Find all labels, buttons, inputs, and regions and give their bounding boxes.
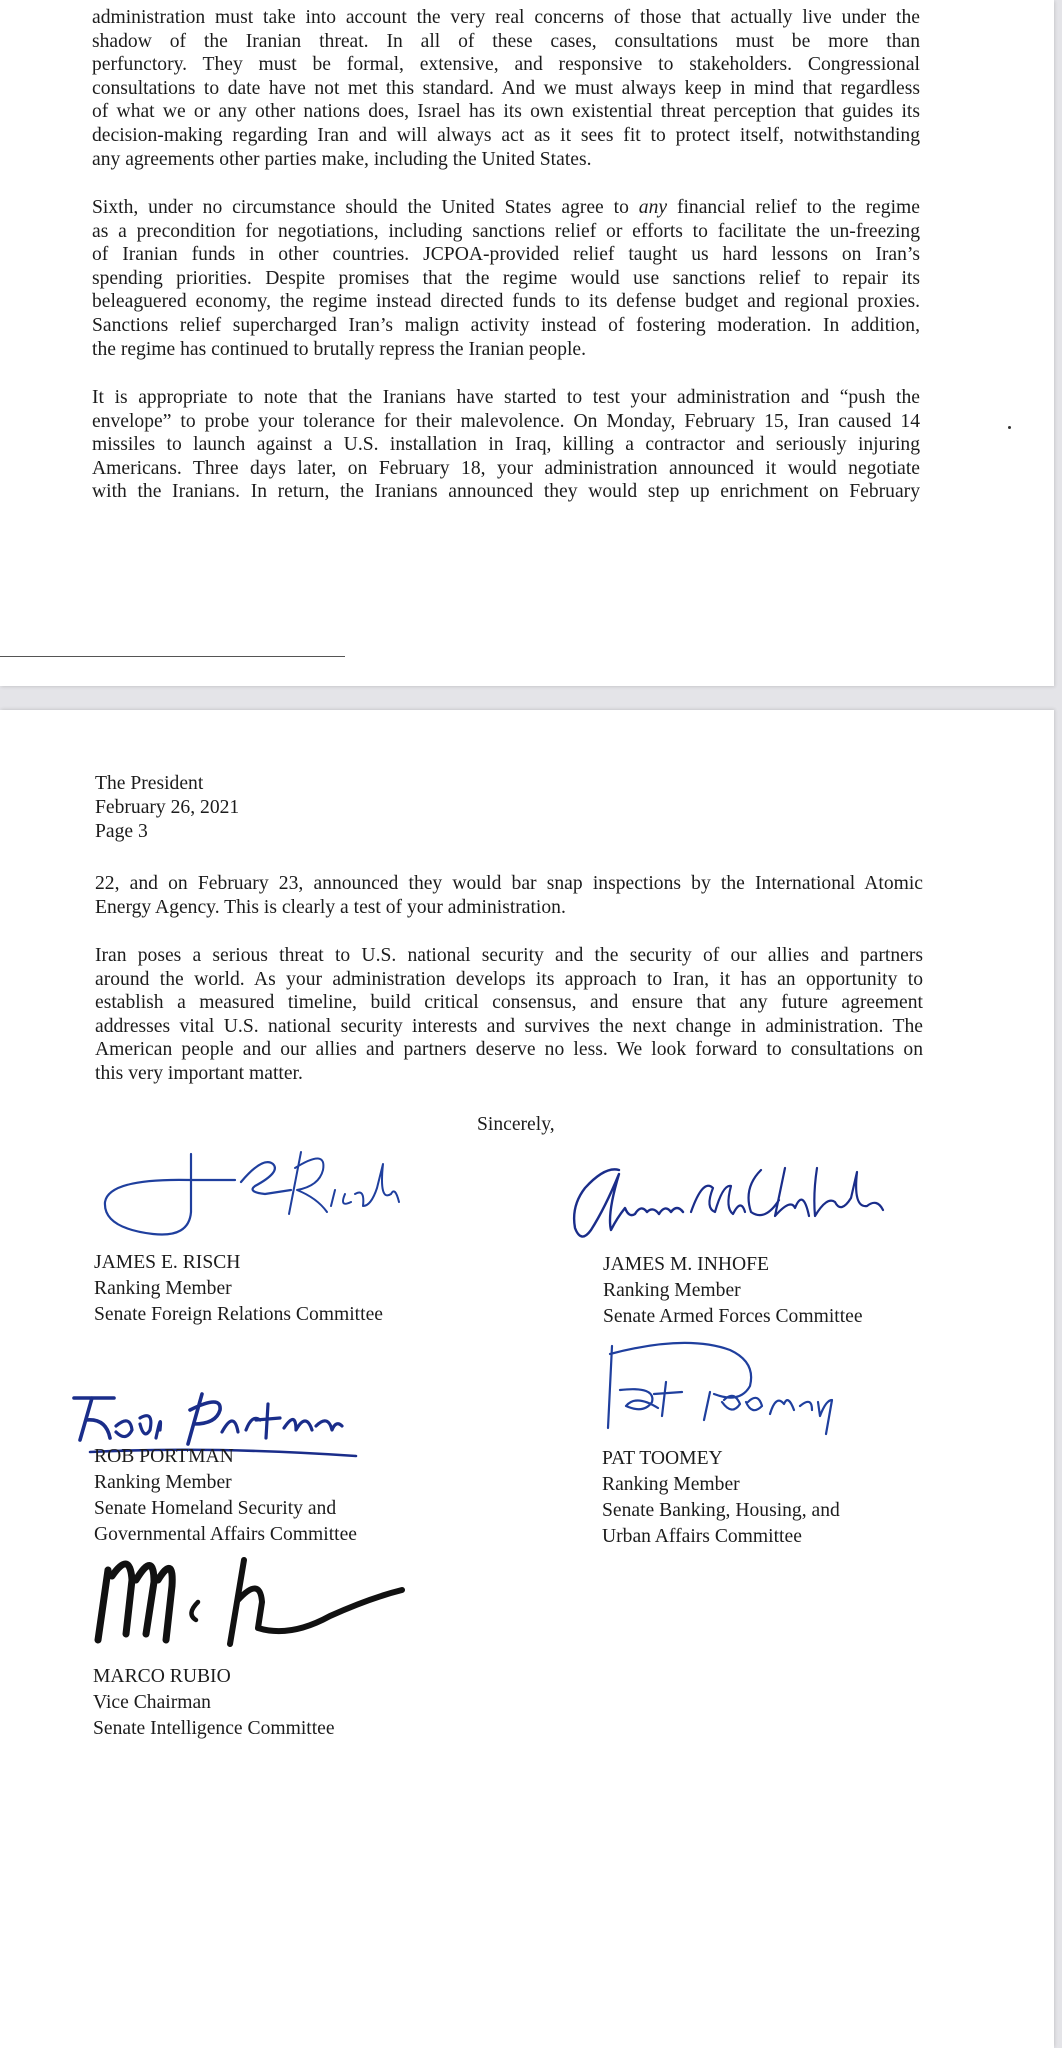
- header-page-number: Page 3: [95, 821, 148, 842]
- text-line: as a precondition for negotiations, including sanctions relief or efforts to facilitate the un-freezing: [92, 220, 920, 242]
- signatory-portman: [94, 1444, 357, 1548]
- signatory-committee: Senate Banking, Housing, and: [602, 1500, 840, 1521]
- text-line: Sanctions relief supercharged Iran’s malign activity instead of fostering moderation. In addition,: [92, 314, 920, 336]
- signatory-toomey: [602, 1446, 840, 1550]
- paragraph-consultations: [92, 6, 920, 171]
- scan-dot: [1008, 426, 1011, 429]
- paragraph-continued: [95, 872, 923, 919]
- signatory-name: JAMES E. RISCH: [94, 1252, 241, 1273]
- header-recipient: The President: [95, 773, 204, 794]
- signatory-name: MARCO RUBIO: [93, 1666, 231, 1687]
- text-line: [92, 196, 920, 220]
- text-line: administration must take into account the very real concerns of those that actually live under the: [92, 7, 920, 28]
- text-line: decision-making regarding Iran and will always act as it sees fit to protect itself, notwithstanding: [92, 124, 920, 146]
- signatory-rubio: [93, 1664, 335, 1742]
- signatory-risch: [94, 1250, 383, 1328]
- signatory-name: PAT TOOMEY: [602, 1448, 723, 1469]
- text-line: It is appropriate to note that the Iranians have started to test your administration and “push the: [92, 387, 920, 408]
- text-run: Sixth, under no circumstance should the United States agree to: [92, 197, 639, 218]
- signature-risch: [95, 1150, 415, 1250]
- text-line: addresses vital U.S. national security interests and survives the next change in administration. The: [95, 1015, 923, 1037]
- signatory-committee: Senate Armed Forces Committee: [603, 1306, 863, 1327]
- text-line: beleaguered economy, the regime instead directed funds to its defense budget and regional proxies.: [92, 291, 920, 313]
- text-line: of Iranian funds in other countries. JCPOA-provided relief taught us hard lessons on Iran’s: [92, 244, 920, 266]
- text-run: financial relief to the regime: [667, 197, 920, 218]
- text-line: consultations to date have not met this standard. And we must always keep in mind that regardless: [92, 77, 920, 99]
- text-line: the regime has continued to brutally repress the Iranian people.: [92, 338, 587, 360]
- header-date: February 26, 2021: [95, 797, 240, 818]
- text-line: any agreements other parties make, including the United States.: [92, 148, 592, 170]
- text-line: of what we or any other nations does, Israel has its own existential threat perception that guides its: [92, 101, 920, 123]
- text-line: establish a measured timeline, build critical consensus, and ensure that any future agreement: [95, 992, 923, 1014]
- signature-inhofe: [565, 1158, 905, 1258]
- paragraph-sixth-point: [92, 196, 920, 361]
- text-line: American people and our allies and partners deserve no less. We look forward to consultations on: [95, 1039, 923, 1061]
- text-line: perfunctory. They must be formal, extensive, and responsive to stakeholders. Congressional: [92, 54, 920, 76]
- signatory-title: Vice Chairman: [93, 1692, 211, 1713]
- signatory-name: JAMES M. INHOFE: [603, 1254, 770, 1275]
- closing-sincerely: Sincerely,: [477, 1114, 555, 1135]
- text-line: 22, and on February 23, announced they would bar snap inspections by the International Atomic: [95, 873, 923, 894]
- signatory-title: Ranking Member: [603, 1280, 741, 1301]
- letter-page-2: [0, 0, 1054, 686]
- signatory-committee: Senate Homeland Security and: [94, 1498, 337, 1519]
- text-line: with the Iranians. In return, the Iranians announced they would step up enrichment on February: [92, 481, 920, 503]
- text-line: Americans. Three days later, on February 18, your administration announced it would negotiate: [92, 457, 920, 479]
- letter-page-3: [0, 710, 1054, 2048]
- signature-rubio: [90, 1546, 410, 1656]
- text-line: Energy Agency. This is clearly a test of your administration.: [95, 896, 566, 918]
- text-line: Iran poses a serious threat to U.S. national security and the security of our allies and partners: [95, 945, 923, 966]
- paragraph-conclusion: [95, 944, 923, 1086]
- footer-rule: [0, 656, 345, 657]
- text-line: this very important matter.: [95, 1062, 303, 1084]
- text-line: around the world. As your administration develops its approach to Iran, it has an opportunity to: [95, 968, 923, 990]
- text-line: missiles to launch against a U.S. installation in Iraq, killing a contractor and seriously injuring: [92, 434, 920, 456]
- text-line: envelope” to probe your tolerance for their malevolence. On Monday, February 15, Iran caused 14: [92, 410, 920, 432]
- signatory-committee: Senate Foreign Relations Committee: [94, 1304, 383, 1325]
- signatory-committee: Urban Affairs Committee: [602, 1526, 802, 1547]
- signatory-committee: Senate Intelligence Committee: [93, 1718, 335, 1739]
- signatory-committee: Governmental Affairs Committee: [94, 1524, 358, 1545]
- paragraph-iranian-tests: [92, 386, 920, 504]
- signatory-title: Ranking Member: [94, 1278, 232, 1299]
- signatory-title: Ranking Member: [94, 1472, 232, 1493]
- emphasis-any: any: [638, 197, 668, 218]
- signatory-name: ROB PORTMAN: [94, 1446, 234, 1467]
- text-line: shadow of the Iranian threat. In all of these cases, consultations must be more than: [92, 30, 920, 52]
- signatory-inhofe: [603, 1252, 863, 1330]
- text-line: spending priorities. Despite promises that the regime would use sanctions relief to repair its: [92, 267, 920, 289]
- signatory-title: Ranking Member: [602, 1474, 740, 1495]
- signature-toomey: [600, 1330, 840, 1450]
